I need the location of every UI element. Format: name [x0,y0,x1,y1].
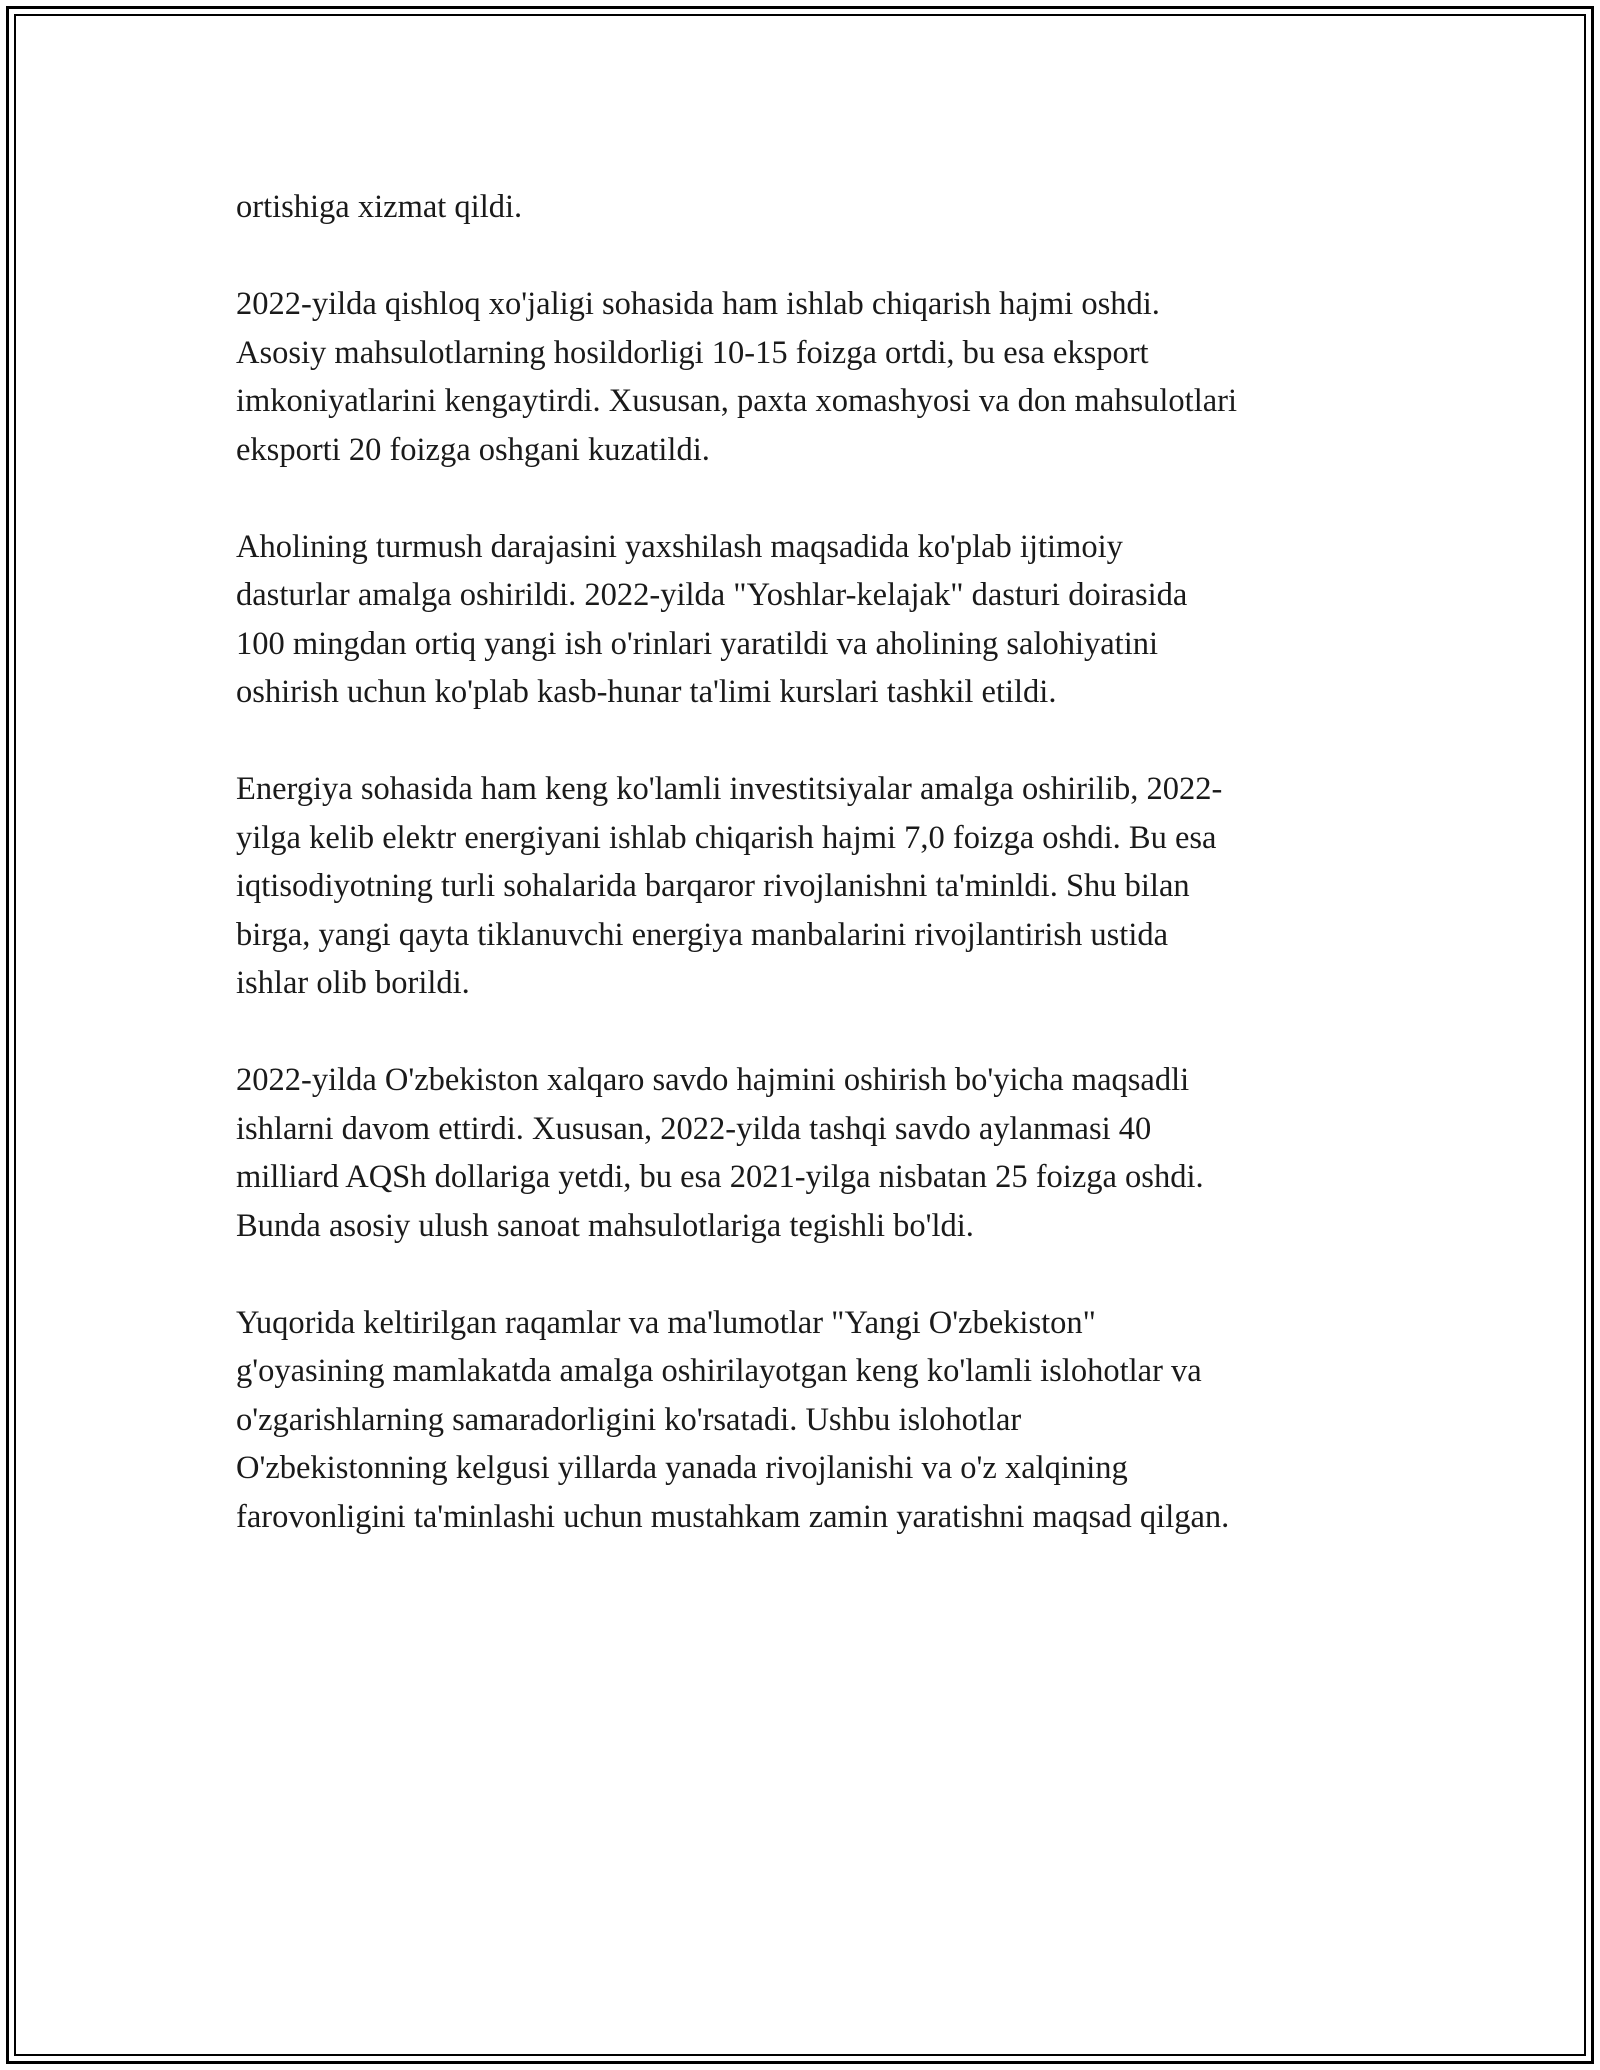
document-body [236,183,1376,1590]
paragraph-conclusion: Yuqorida keltirilgan raqamlar va ma'lumotlar "Yangi O'zbekiston" g'oyasining mamlakatda amalga oshirilayotgan keng ko'lamli islohotlar va o'zgarishlarning samaradorligini ko'rsatadi. Ushbu islohotlar O'zbekistonning kelgusi yillarda yanada rivojlanishi va o'z xalqining farovonligini ta'minlashi uchun mustahkam zamin yaratishni maqsad qilgan. [236,1304,1230,1535]
paragraph-energy: Energiya sohasida ham keng ko'lamli investitsiyalar amalga oshirilib, 2022- yilga kelib elektr energiyani ishlab chiqarish hajmi 7,0 foizga oshdi. Bu esa iqtisodiyotning turli sohalarida barqaror rivojlanishni ta'minldi. Shu bilan birga, yangi qayta tiklanuvchi energiya manbalarini rivojlantirish ustida ishlar olib borildi. [236,771,1223,1001]
paragraph-social-programs: Aholining turmush darajasini yaxshilash maqsadida ko'plab ijtimoiy dasturlar amalga oshirildi. 2022-yilda "Yoshlar-kelajak" dasturi doirasida 100 mingdan ortiq yangi ish o'rinlari yaratildi va aholining salohiyatini oshirish uchun ko'plab kasb-hunar ta'limi kurslari tashkil etildi. [236,528,1188,710]
paragraph-trade: 2022-yilda O'zbekiston xalqaro savdo hajmini oshirish bo'yicha maqsadli ishlarni davom ettirdi. Xususan, 2022-yilda tashqi savdo aylanmasi 40 milliard AQSh dollariga yetdi, bu esa 2021-yilga nisbatan 25 foizga oshdi. Bunda asosiy ulush sanoat mahsulotlariga tegishli bo'ldi. [236,1062,1204,1244]
paragraph-agriculture: 2022-yilda qishloq xo'jaligi sohasida ham ishlab chiqarish hajmi oshdi. Asosiy mahsulotlarning hosildorligi 10-15 foizga ortdi, bu esa eksport imkoniyatlarini kengaytirdi. Xususan, paxta xomashyosi va don mahsulotlari eksporti 20 foizga oshgani kuzatildi. [236,286,1238,468]
paragraph-continuation: ortishiga xizmat qildi. [236,189,523,225]
